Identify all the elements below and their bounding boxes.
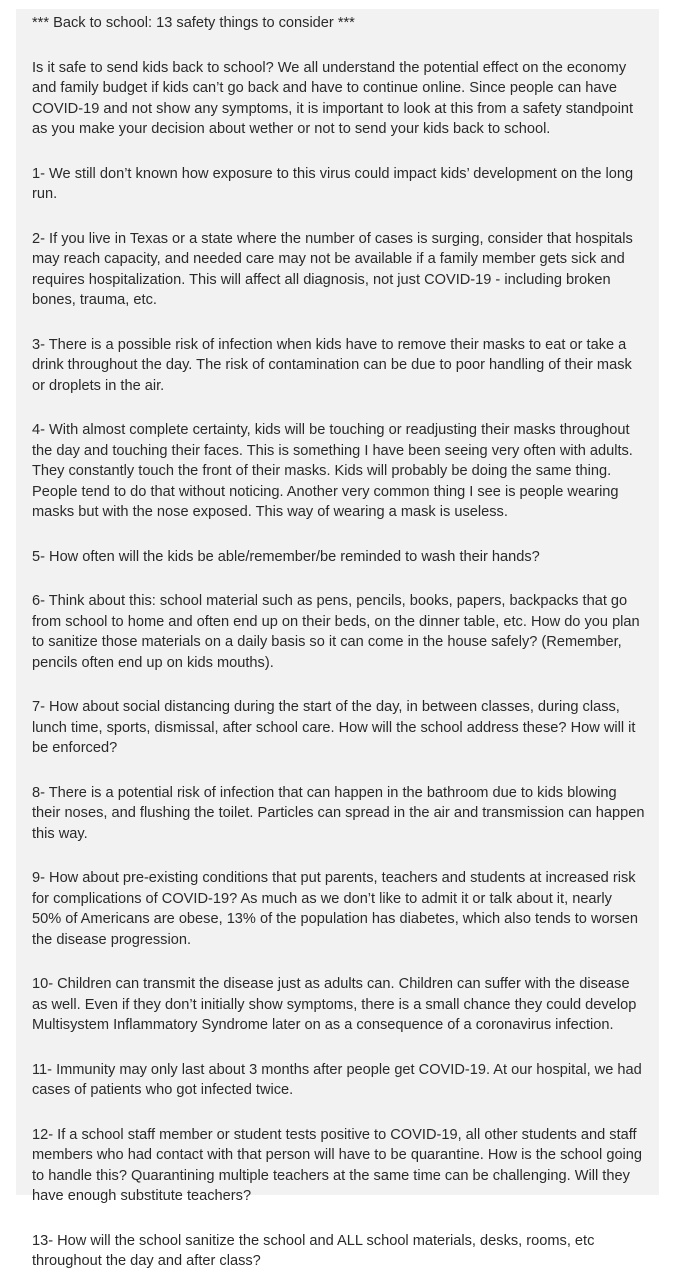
list-item: 4- With almost complete certainty, kids will be touching or readjusting their masks throughout the day and touching their faces. This is something I have been seeing very often with adults. They constantly touch the front of their masks. Kids will probably be doing the same thing. People tend to do that without noticing. Another very common thing I see is people wearing masks but with the nose exposed. This way of wearing a mask is useless. — [32, 422, 633, 520]
list-item: 7- How about social distancing during the start of the day, in between classes, during class, lunch time, sports, dismissal, after school care. How will the school address these? How will it be enforced? — [32, 699, 636, 756]
list-item: 6- Think about this: school material such as pens, pencils, books, papers, backpacks that go from school to home and often end up on their beds, on the dinner table, etc. How do you plan to sanitize those materials on a daily basis so it can come in the house safely? (Remember, pencils often end up on kids mouths). — [32, 593, 640, 671]
list-item: 9- How about pre-existing conditions that put parents, teachers and students at increased risk for complications of COVID-19? As much as we don’t like to admit it or talk about it, nearly 50% of Americans are obese, 13% of the population has diabetes, which also tends to worsen the disease progression. — [32, 870, 639, 948]
list-item: 11- Immunity may only last about 3 months after people get COVID-19. At our hospital, we had cases of patients who got infected twice. — [32, 1061, 642, 1098]
note-card — [16, 9, 659, 1269]
list-item: 13- How will the school sanitize the school and ALL school materials, desks, rooms, etc throughout the day and after class? — [32, 1232, 595, 1269]
list-item: 8- There is a potential risk of infection that can happen in the bathroom due to kids blowing their noses, and flushing the toilet. Particles can spread in the air and transmission can happen this way. — [32, 784, 645, 842]
note-title: *** Back to school: 13 safety things to consider *** — [32, 15, 355, 31]
list-item: 10- Children can transmit the disease just as adults can. Children can suffer with the disease as well. Even if they don’t initially show symptoms, there is a small chance they could develop Multisystem Inflammatory Syndrome later on as a consequence of a coronavirus infection. — [32, 976, 637, 1033]
list-item: 12- If a school staff member or student tests positive to COVID-19, all other students and staff members who had contact with that person will have to be quarantine. How is the school going to handle this? Quarantining multiple teachers at the same time can be challenging. Will they have enough substitute teachers? — [32, 1126, 643, 1204]
list-item: 2- If you live in Texas or a state where the number of cases is surging, consider that hospitals may reach capacity, and needed care may not be available if a family member gets sick and requires hospitalization. This will affect all diagnosis, not just COVID-19 - including broken bones, trauma, etc. — [32, 230, 633, 308]
note-intro: Is it safe to send kids back to school? We all understand the potential effect on the economy and family budget if kids can’t go back and have to continue online. Since people can have COVID-19 and not show any symptoms, it is important to look at this from a safety standpoint as you make your decision about wether or not to send your kids back to school. — [32, 59, 634, 137]
list-item: 3- There is a possible risk of infection when kids have to remove their masks to eat or take a drink throughout the day. The risk of contamination can be due to poor handling of their mask or droplets in the air. — [32, 336, 632, 394]
note-body — [32, 13, 645, 1272]
list-item: 5- How often will the kids be able/remember/be reminded to wash their hands? — [32, 548, 540, 565]
list-item: 1- We still don’t known how exposure to this virus could impact kids’ development on the long run. — [32, 165, 634, 202]
